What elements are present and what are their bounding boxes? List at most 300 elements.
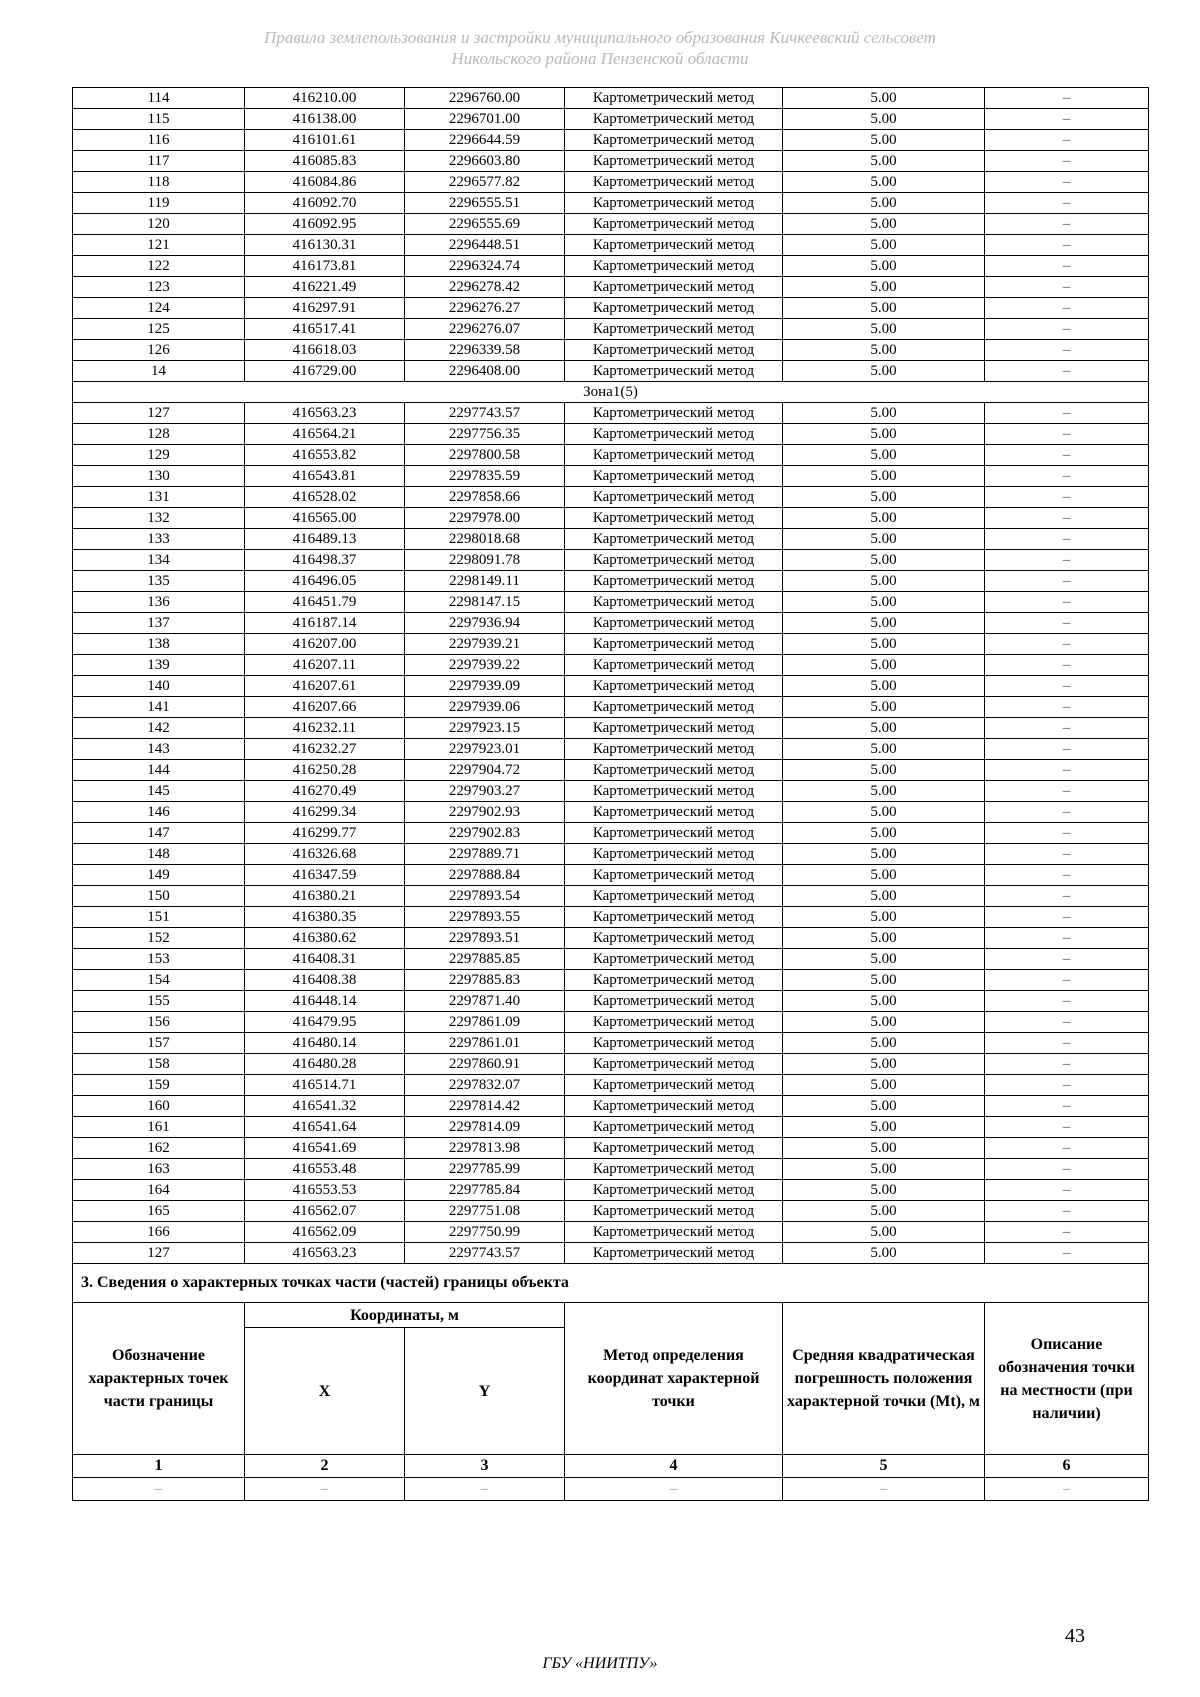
error-cell: 5.00 <box>783 1033 985 1054</box>
method-cell: Картометрический метод <box>565 151 783 172</box>
method-cell: Картометрический метод <box>565 613 783 634</box>
description-cell: – <box>985 802 1149 823</box>
x-coordinate-cell: 416299.77 <box>245 823 405 844</box>
y-coordinate-cell: 2297939.06 <box>405 697 565 718</box>
description-cell: – <box>985 277 1149 298</box>
method-cell: Картометрический метод <box>565 256 783 277</box>
y-coordinate-cell: 2297939.09 <box>405 676 565 697</box>
error-cell: 5.00 <box>783 256 985 277</box>
method-cell: Картометрический метод <box>565 1075 783 1096</box>
table-row <box>73 655 1149 676</box>
table-row <box>73 613 1149 634</box>
y-coordinate-cell: 2298018.68 <box>405 529 565 550</box>
point-id-cell: 153 <box>73 949 245 970</box>
method-cell: Картометрический метод <box>565 130 783 151</box>
description-cell: – <box>985 1054 1149 1075</box>
y-coordinate-cell: 2296278.42 <box>405 277 565 298</box>
description-cell: – <box>985 256 1149 277</box>
x-coordinate-cell: 416326.68 <box>245 844 405 865</box>
error-cell: 5.00 <box>783 844 985 865</box>
x-coordinate-cell: 416138.00 <box>245 109 405 130</box>
description-cell: – <box>985 970 1149 991</box>
description-cell: – <box>985 592 1149 613</box>
error-cell: 5.00 <box>783 1012 985 1033</box>
x-coordinate-cell: 416130.31 <box>245 235 405 256</box>
method-cell: Картометрический метод <box>565 466 783 487</box>
empty-cell: – <box>565 1478 783 1501</box>
description-cell: – <box>985 991 1149 1012</box>
description-cell: – <box>985 1096 1149 1117</box>
y-coordinate-cell: 2297939.22 <box>405 655 565 676</box>
header-coordinates: Координаты, м <box>245 1303 565 1328</box>
method-cell: Картометрический метод <box>565 760 783 781</box>
method-cell: Картометрический метод <box>565 88 783 109</box>
description-cell: – <box>985 403 1149 424</box>
table-row <box>73 319 1149 340</box>
error-cell: 5.00 <box>783 1075 985 1096</box>
table-row <box>73 592 1149 613</box>
description-cell: – <box>985 844 1149 865</box>
point-id-cell: 160 <box>73 1096 245 1117</box>
y-coordinate-cell: 2297813.98 <box>405 1138 565 1159</box>
point-id-cell: 152 <box>73 928 245 949</box>
x-coordinate-cell: 416729.00 <box>245 361 405 382</box>
point-id-cell: 146 <box>73 802 245 823</box>
description-cell: – <box>985 697 1149 718</box>
table-row <box>73 991 1149 1012</box>
point-id-cell: 117 <box>73 151 245 172</box>
point-id-cell: 119 <box>73 193 245 214</box>
empty-cell: – <box>405 1478 565 1501</box>
point-id-cell: 139 <box>73 655 245 676</box>
x-coordinate-cell: 416553.82 <box>245 445 405 466</box>
description-cell: – <box>985 760 1149 781</box>
x-coordinate-cell: 416380.35 <box>245 907 405 928</box>
error-cell: 5.00 <box>783 172 985 193</box>
table-row <box>73 550 1149 571</box>
method-cell: Картометрический метод <box>565 319 783 340</box>
section-3-title-row <box>73 1264 1149 1303</box>
error-cell: 5.00 <box>783 88 985 109</box>
y-coordinate-cell: 2297893.51 <box>405 928 565 949</box>
y-coordinate-cell: 2296577.82 <box>405 172 565 193</box>
point-id-cell: 143 <box>73 739 245 760</box>
method-cell: Картометрический метод <box>565 193 783 214</box>
description-cell: – <box>985 319 1149 340</box>
table-row <box>73 886 1149 907</box>
column-number: 6 <box>985 1455 1149 1478</box>
description-cell: – <box>985 487 1149 508</box>
error-cell: 5.00 <box>783 697 985 718</box>
method-cell: Картометрический метод <box>565 1033 783 1054</box>
y-coordinate-cell: 2296555.51 <box>405 193 565 214</box>
point-id-cell: 115 <box>73 109 245 130</box>
method-cell: Картометрический метод <box>565 970 783 991</box>
point-id-cell: 162 <box>73 1138 245 1159</box>
description-cell: – <box>985 781 1149 802</box>
method-cell: Картометрический метод <box>565 739 783 760</box>
method-cell: Картометрический метод <box>565 823 783 844</box>
y-coordinate-cell: 2297885.85 <box>405 949 565 970</box>
error-cell: 5.00 <box>783 571 985 592</box>
table-row <box>73 844 1149 865</box>
error-cell: 5.00 <box>783 1159 985 1180</box>
description-cell: – <box>985 928 1149 949</box>
y-coordinate-cell: 2297978.00 <box>405 508 565 529</box>
x-coordinate-cell: 416543.81 <box>245 466 405 487</box>
header-y: Y <box>405 1328 565 1455</box>
point-id-cell: 163 <box>73 1159 245 1180</box>
column-number: 1 <box>73 1455 245 1478</box>
error-cell: 5.00 <box>783 1054 985 1075</box>
table-row <box>73 739 1149 760</box>
point-id-cell: 132 <box>73 508 245 529</box>
point-id-cell: 126 <box>73 340 245 361</box>
table-row <box>73 718 1149 739</box>
y-coordinate-cell: 2297903.27 <box>405 781 565 802</box>
table-row <box>73 760 1149 781</box>
method-cell: Картометрический метод <box>565 1180 783 1201</box>
error-cell: 5.00 <box>783 445 985 466</box>
error-cell: 5.00 <box>783 1180 985 1201</box>
description-cell: – <box>985 151 1149 172</box>
table-row <box>73 970 1149 991</box>
point-id-cell: 116 <box>73 130 245 151</box>
description-cell: – <box>985 949 1149 970</box>
y-coordinate-cell: 2297885.83 <box>405 970 565 991</box>
method-cell: Картометрический метод <box>565 1012 783 1033</box>
y-coordinate-cell: 2296339.58 <box>405 340 565 361</box>
x-coordinate-cell: 416092.70 <box>245 193 405 214</box>
error-cell: 5.00 <box>783 1138 985 1159</box>
point-id-cell: 142 <box>73 718 245 739</box>
method-cell: Картометрический метод <box>565 802 783 823</box>
error-cell: 5.00 <box>783 319 985 340</box>
error-cell: 5.00 <box>783 739 985 760</box>
column-number: 5 <box>783 1455 985 1478</box>
table-row <box>73 1033 1149 1054</box>
table-row <box>73 1012 1149 1033</box>
method-cell: Картометрический метод <box>565 676 783 697</box>
x-coordinate-cell: 416517.41 <box>245 319 405 340</box>
error-cell: 5.00 <box>783 214 985 235</box>
method-cell: Картометрический метод <box>565 529 783 550</box>
table-row <box>73 151 1149 172</box>
description-cell: – <box>985 1117 1149 1138</box>
x-coordinate-cell: 416221.49 <box>245 277 405 298</box>
method-cell: Картометрический метод <box>565 718 783 739</box>
column-number-row <box>73 1455 1149 1478</box>
point-id-cell: 140 <box>73 676 245 697</box>
y-coordinate-cell: 2297889.71 <box>405 844 565 865</box>
column-number: 3 <box>405 1455 565 1478</box>
description-cell: – <box>985 1075 1149 1096</box>
coordinates-table <box>72 87 1149 1501</box>
table-row <box>73 1054 1149 1075</box>
x-coordinate-cell: 416541.64 <box>245 1117 405 1138</box>
x-coordinate-cell: 416496.05 <box>245 571 405 592</box>
error-cell: 5.00 <box>783 613 985 634</box>
y-coordinate-cell: 2296603.80 <box>405 151 565 172</box>
x-coordinate-cell: 416553.48 <box>245 1159 405 1180</box>
error-cell: 5.00 <box>783 403 985 424</box>
method-cell: Картометрический метод <box>565 445 783 466</box>
table-row <box>73 634 1149 655</box>
y-coordinate-cell: 2297893.55 <box>405 907 565 928</box>
error-cell: 5.00 <box>783 361 985 382</box>
point-id-cell: 121 <box>73 235 245 256</box>
point-id-cell: 127 <box>73 403 245 424</box>
description-cell: – <box>985 109 1149 130</box>
table-row <box>73 193 1149 214</box>
group1-rows <box>73 88 1149 382</box>
point-id-cell: 151 <box>73 907 245 928</box>
description-cell: – <box>985 445 1149 466</box>
x-coordinate-cell: 416232.11 <box>245 718 405 739</box>
table-row <box>73 466 1149 487</box>
method-cell: Картометрический метод <box>565 361 783 382</box>
y-coordinate-cell: 2296760.00 <box>405 88 565 109</box>
point-id-cell: 157 <box>73 1033 245 1054</box>
method-cell: Картометрический метод <box>565 235 783 256</box>
x-coordinate-cell: 416408.38 <box>245 970 405 991</box>
method-cell: Картометрический метод <box>565 571 783 592</box>
x-coordinate-cell: 416250.28 <box>245 760 405 781</box>
error-cell: 5.00 <box>783 949 985 970</box>
y-coordinate-cell: 2297756.35 <box>405 424 565 445</box>
description-cell: – <box>985 172 1149 193</box>
method-cell: Картометрический метод <box>565 424 783 445</box>
error-cell: 5.00 <box>783 193 985 214</box>
group2-rows <box>73 403 1149 1264</box>
x-coordinate-cell: 416541.69 <box>245 1138 405 1159</box>
table-row <box>73 781 1149 802</box>
x-coordinate-cell: 416562.07 <box>245 1201 405 1222</box>
table-row <box>73 907 1149 928</box>
error-cell: 5.00 <box>783 970 985 991</box>
point-id-cell: 123 <box>73 277 245 298</box>
error-cell: 5.00 <box>783 907 985 928</box>
x-coordinate-cell: 416564.21 <box>245 424 405 445</box>
method-cell: Картометрический метод <box>565 697 783 718</box>
y-coordinate-cell: 2297751.08 <box>405 1201 565 1222</box>
error-cell: 5.00 <box>783 823 985 844</box>
x-coordinate-cell: 416297.91 <box>245 298 405 319</box>
error-cell: 5.00 <box>783 1222 985 1243</box>
x-coordinate-cell: 416498.37 <box>245 550 405 571</box>
y-coordinate-cell: 2297750.99 <box>405 1222 565 1243</box>
y-coordinate-cell: 2297861.09 <box>405 1012 565 1033</box>
point-id-cell: 134 <box>73 550 245 571</box>
header-designation: Обозначение характерных точек части границы <box>73 1303 245 1455</box>
method-cell: Картометрический метод <box>565 487 783 508</box>
y-coordinate-cell: 2297858.66 <box>405 487 565 508</box>
description-cell: – <box>985 676 1149 697</box>
x-coordinate-cell: 416562.09 <box>245 1222 405 1243</box>
table-row <box>73 361 1149 382</box>
method-cell: Картометрический метод <box>565 655 783 676</box>
y-coordinate-cell: 2296701.00 <box>405 109 565 130</box>
description-cell: – <box>985 340 1149 361</box>
error-cell: 5.00 <box>783 550 985 571</box>
y-coordinate-cell: 2296276.27 <box>405 298 565 319</box>
description-cell: – <box>985 739 1149 760</box>
x-coordinate-cell: 416380.62 <box>245 928 405 949</box>
section-3-title: 3. Сведения о характерных точках части (частей) границы объекта <box>73 1264 1149 1303</box>
point-id-cell: 166 <box>73 1222 245 1243</box>
y-coordinate-cell: 2297939.21 <box>405 634 565 655</box>
y-coordinate-cell: 2297814.09 <box>405 1117 565 1138</box>
y-coordinate-cell: 2297861.01 <box>405 1033 565 1054</box>
error-cell: 5.00 <box>783 1201 985 1222</box>
x-coordinate-cell: 416553.53 <box>245 1180 405 1201</box>
empty-cell: – <box>245 1478 405 1501</box>
error-cell: 5.00 <box>783 235 985 256</box>
x-coordinate-cell: 416618.03 <box>245 340 405 361</box>
error-cell: 5.00 <box>783 634 985 655</box>
header-error: Средняя квадратическая погрешность положения характерной точки (Mt), м <box>783 1303 985 1455</box>
x-coordinate-cell: 416084.86 <box>245 172 405 193</box>
point-id-cell: 145 <box>73 781 245 802</box>
table-row <box>73 1180 1149 1201</box>
table-row <box>73 508 1149 529</box>
table-row <box>73 865 1149 886</box>
zone-label: Зона1(5) <box>73 382 1149 403</box>
empty-cell: – <box>985 1478 1149 1501</box>
method-cell: Картометрический метод <box>565 1138 783 1159</box>
point-id-cell: 144 <box>73 760 245 781</box>
point-id-cell: 136 <box>73 592 245 613</box>
header-line-2: Никольского района Пензенской области <box>451 49 749 68</box>
error-cell: 5.00 <box>783 886 985 907</box>
method-cell: Картометрический метод <box>565 907 783 928</box>
y-coordinate-cell: 2297871.40 <box>405 991 565 1012</box>
description-cell: – <box>985 214 1149 235</box>
table-row <box>73 298 1149 319</box>
error-cell: 5.00 <box>783 718 985 739</box>
table-row <box>73 340 1149 361</box>
x-coordinate-cell: 416541.32 <box>245 1096 405 1117</box>
error-cell: 5.00 <box>783 676 985 697</box>
method-cell: Картометрический метод <box>565 214 783 235</box>
method-cell: Картометрический метод <box>565 865 783 886</box>
x-coordinate-cell: 416563.23 <box>245 403 405 424</box>
error-cell: 5.00 <box>783 130 985 151</box>
section-3-header-row-1 <box>73 1303 1149 1328</box>
y-coordinate-cell: 2297743.57 <box>405 403 565 424</box>
point-id-cell: 122 <box>73 256 245 277</box>
table-row <box>73 277 1149 298</box>
point-id-cell: 156 <box>73 1012 245 1033</box>
method-cell: Картометрический метод <box>565 928 783 949</box>
table-row <box>73 949 1149 970</box>
section-3-empty-row <box>73 1478 1149 1501</box>
point-id-cell: 164 <box>73 1180 245 1201</box>
description-cell: – <box>985 466 1149 487</box>
method-cell: Картометрический метод <box>565 886 783 907</box>
method-cell: Картометрический метод <box>565 781 783 802</box>
point-id-cell: 14 <box>73 361 245 382</box>
x-coordinate-cell: 416085.83 <box>245 151 405 172</box>
error-cell: 5.00 <box>783 466 985 487</box>
x-coordinate-cell: 416270.49 <box>245 781 405 802</box>
description-cell: – <box>985 298 1149 319</box>
table-row <box>73 1138 1149 1159</box>
table-row <box>73 928 1149 949</box>
method-cell: Картометрический метод <box>565 991 783 1012</box>
table-row <box>73 802 1149 823</box>
point-id-cell: 155 <box>73 991 245 1012</box>
y-coordinate-cell: 2297743.57 <box>405 1243 565 1264</box>
method-cell: Картометрический метод <box>565 172 783 193</box>
method-cell: Картометрический метод <box>565 1096 783 1117</box>
x-coordinate-cell: 416448.14 <box>245 991 405 1012</box>
table-row <box>73 676 1149 697</box>
method-cell: Картометрический метод <box>565 109 783 130</box>
y-coordinate-cell: 2297923.15 <box>405 718 565 739</box>
description-cell: – <box>985 718 1149 739</box>
x-coordinate-cell: 416565.00 <box>245 508 405 529</box>
description-cell: – <box>985 1243 1149 1264</box>
x-coordinate-cell: 416207.11 <box>245 655 405 676</box>
y-coordinate-cell: 2297936.94 <box>405 613 565 634</box>
y-coordinate-cell: 2297800.58 <box>405 445 565 466</box>
method-cell: Картометрический метод <box>565 1201 783 1222</box>
point-id-cell: 149 <box>73 865 245 886</box>
x-coordinate-cell: 416514.71 <box>245 1075 405 1096</box>
y-coordinate-cell: 2298147.15 <box>405 592 565 613</box>
point-id-cell: 120 <box>73 214 245 235</box>
header-line-1: Правила землепользования и застройки муниципального образования Кичкеевский сельсовет <box>264 28 936 47</box>
y-coordinate-cell: 2298149.11 <box>405 571 565 592</box>
y-coordinate-cell: 2296555.69 <box>405 214 565 235</box>
y-coordinate-cell: 2297888.84 <box>405 865 565 886</box>
point-id-cell: 141 <box>73 697 245 718</box>
description-cell: – <box>985 571 1149 592</box>
error-cell: 5.00 <box>783 802 985 823</box>
table-row <box>73 403 1149 424</box>
x-coordinate-cell: 416232.27 <box>245 739 405 760</box>
y-coordinate-cell: 2297814.42 <box>405 1096 565 1117</box>
x-coordinate-cell: 416380.21 <box>245 886 405 907</box>
error-cell: 5.00 <box>783 1243 985 1264</box>
x-coordinate-cell: 416451.79 <box>245 592 405 613</box>
error-cell: 5.00 <box>783 508 985 529</box>
x-coordinate-cell: 416408.31 <box>245 949 405 970</box>
table-row <box>73 109 1149 130</box>
point-id-cell: 158 <box>73 1054 245 1075</box>
method-cell: Картометрический метод <box>565 844 783 865</box>
method-cell: Картометрический метод <box>565 298 783 319</box>
table-row <box>73 1201 1149 1222</box>
description-cell: – <box>985 550 1149 571</box>
point-id-cell: 161 <box>73 1117 245 1138</box>
table-row <box>73 529 1149 550</box>
method-cell: Картометрический метод <box>565 1054 783 1075</box>
point-id-cell: 165 <box>73 1201 245 1222</box>
point-id-cell: 135 <box>73 571 245 592</box>
description-cell: – <box>985 1222 1149 1243</box>
y-coordinate-cell: 2298091.78 <box>405 550 565 571</box>
y-coordinate-cell: 2297904.72 <box>405 760 565 781</box>
method-cell: Картометрический метод <box>565 340 783 361</box>
method-cell: Картометрический метод <box>565 634 783 655</box>
description-cell: – <box>985 508 1149 529</box>
x-coordinate-cell: 416207.66 <box>245 697 405 718</box>
point-id-cell: 137 <box>73 613 245 634</box>
page-header <box>0 27 1200 69</box>
description-cell: – <box>985 823 1149 844</box>
